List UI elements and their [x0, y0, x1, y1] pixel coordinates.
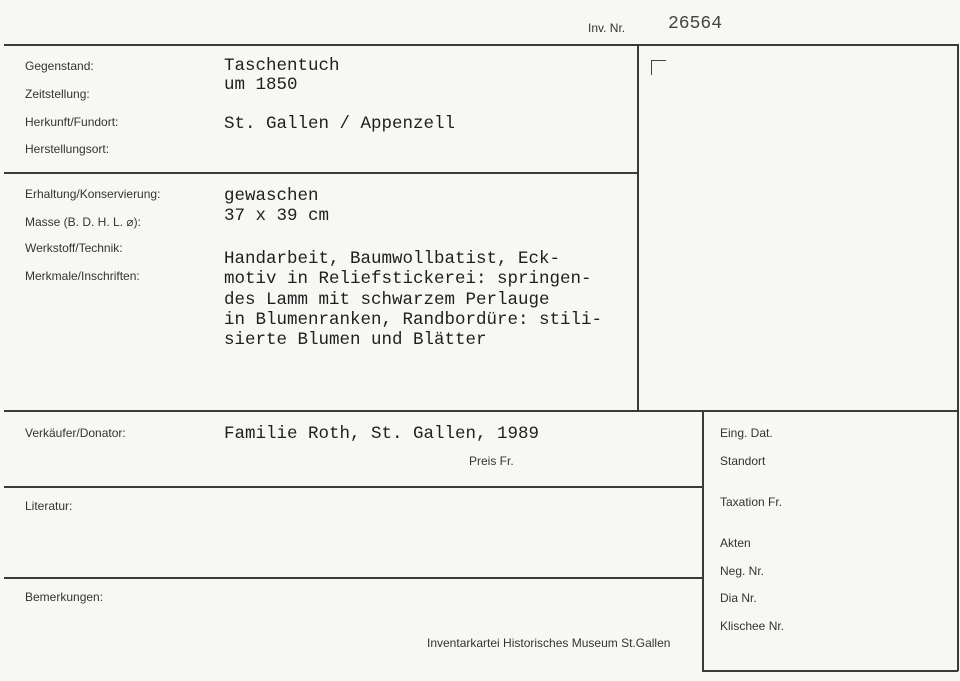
label-dia-nr: Dia Nr.	[720, 591, 757, 605]
vertical-divider-upper	[637, 44, 639, 411]
inv-nr-label: Inv. Nr.	[588, 21, 626, 35]
label-eing-dat: Eing. Dat.	[720, 426, 773, 440]
rule-section-2	[4, 410, 958, 412]
label-neg-nr: Neg. Nr.	[720, 564, 765, 578]
label-taxation: Taxation Fr.	[720, 495, 783, 509]
value-zeitstellung: um 1850	[224, 75, 298, 95]
inv-number: 26564	[668, 14, 723, 34]
label-masse: Masse (B. D. H. L. ⌀):	[25, 215, 141, 229]
value-herkunft: St. Gallen / Appenzell	[224, 114, 456, 134]
value-verkaeufer: Familie Roth, St. Gallen, 1989	[224, 424, 540, 444]
label-zeitstellung: Zeitstellung:	[25, 87, 90, 101]
label-herstellungsort: Herstellungsort:	[25, 142, 110, 156]
top-rule	[4, 44, 958, 46]
corner-mark	[651, 60, 666, 75]
bottom-rule	[702, 670, 958, 672]
label-standort: Standort	[720, 454, 766, 468]
rule-section-4	[4, 577, 702, 579]
value-masse: 37 x 39 cm	[224, 206, 330, 226]
vertical-divider-lower	[702, 410, 704, 671]
label-verkaeufer: Verkäufer/Donator:	[25, 426, 126, 440]
label-klischee-nr: Klischee Nr.	[720, 619, 785, 633]
footer-text: Inventarkartei Historisches Museum St.Gallen	[427, 636, 671, 650]
value-erhaltung: gewaschen	[224, 186, 319, 206]
label-werkstoff: Werkstoff/Technik:	[25, 241, 123, 255]
rule-section-1	[4, 172, 638, 174]
label-merkmale: Merkmale/Inschriften:	[25, 269, 140, 283]
label-erhaltung: Erhaltung/Konservierung:	[25, 187, 161, 201]
label-bemerkungen: Bemerkungen:	[25, 590, 104, 604]
label-preis: Preis Fr.	[469, 454, 514, 468]
label-gegenstand: Gegenstand:	[25, 59, 94, 73]
right-border	[957, 44, 959, 671]
value-beschreibung: Handarbeit, Baumwollbatist, Eck- motiv in Reliefstickerei: springen- des Lamm mit schwarzem Perlauge in Blumenranken, Randbordüre: stili- sierte Blumen und Blätter	[224, 249, 603, 351]
value-gegenstand: Taschentuch	[224, 56, 340, 76]
label-herkunft: Herkunft/Fundort:	[25, 115, 119, 129]
label-akten: Akten	[720, 536, 751, 550]
rule-section-3	[4, 486, 702, 488]
label-literatur: Literatur:	[25, 499, 73, 513]
